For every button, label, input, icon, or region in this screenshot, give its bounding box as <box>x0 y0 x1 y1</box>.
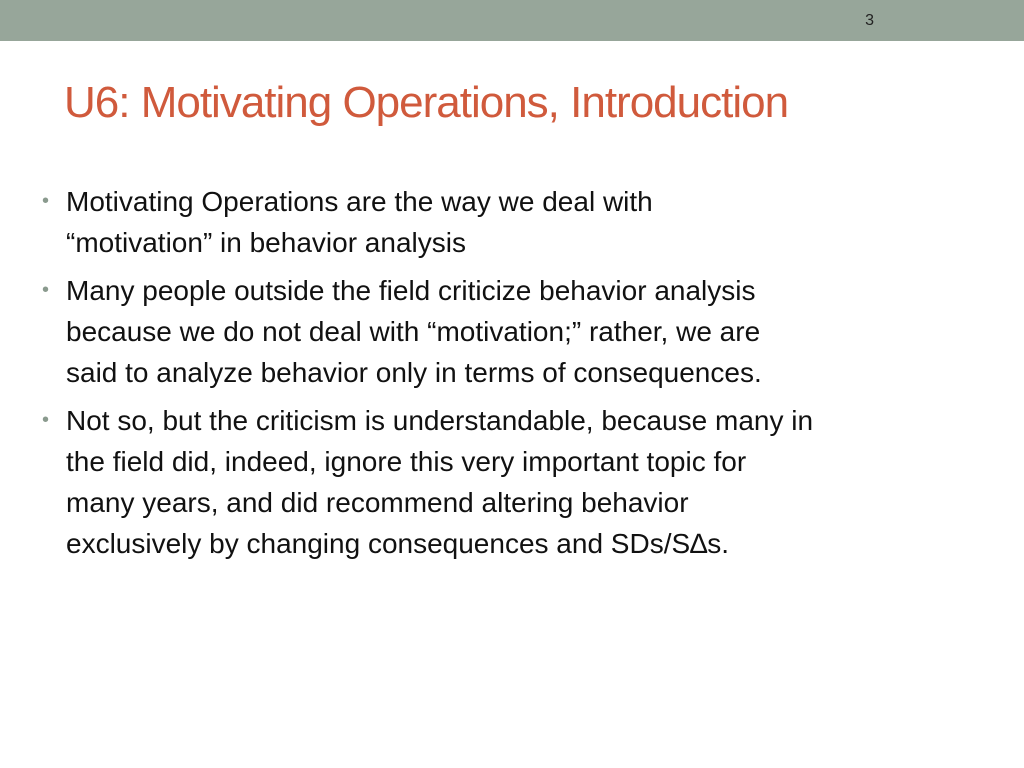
bullet-line: Not so, but the criticism is understandable, because many in <box>66 405 814 436</box>
bullet-line: “motivation” in behavior analysis <box>66 227 466 258</box>
bullet-dot-icon: • <box>42 409 50 431</box>
bullet-line: many years, and did recommend altering behavior <box>66 487 689 518</box>
bullet-line: said to analyze behavior only in terms of consequences. <box>66 357 762 388</box>
bullet-item <box>42 181 992 263</box>
bullet-list <box>42 181 992 571</box>
slide-number: 3 <box>865 12 874 29</box>
slide-title: U6: Motivating Operations, Introduction <box>64 78 789 127</box>
bullet-line: Motivating Operations are the way we deal with <box>66 186 653 217</box>
bullet-line: because we do not deal with “motivation;” rather, we are <box>66 316 761 347</box>
bullet-dot-icon: • <box>42 279 50 301</box>
bullet-item <box>42 270 992 393</box>
bullet-line: Many people outside the field criticize behavior analysis <box>66 275 756 306</box>
bullet-dot-icon: • <box>42 190 50 212</box>
bullet-line: the field did, indeed, ignore this very important topic for <box>66 446 747 477</box>
bullet-line: exclusively by changing consequences and SDs/S∆s. <box>66 528 730 559</box>
bullet-item <box>42 400 992 564</box>
